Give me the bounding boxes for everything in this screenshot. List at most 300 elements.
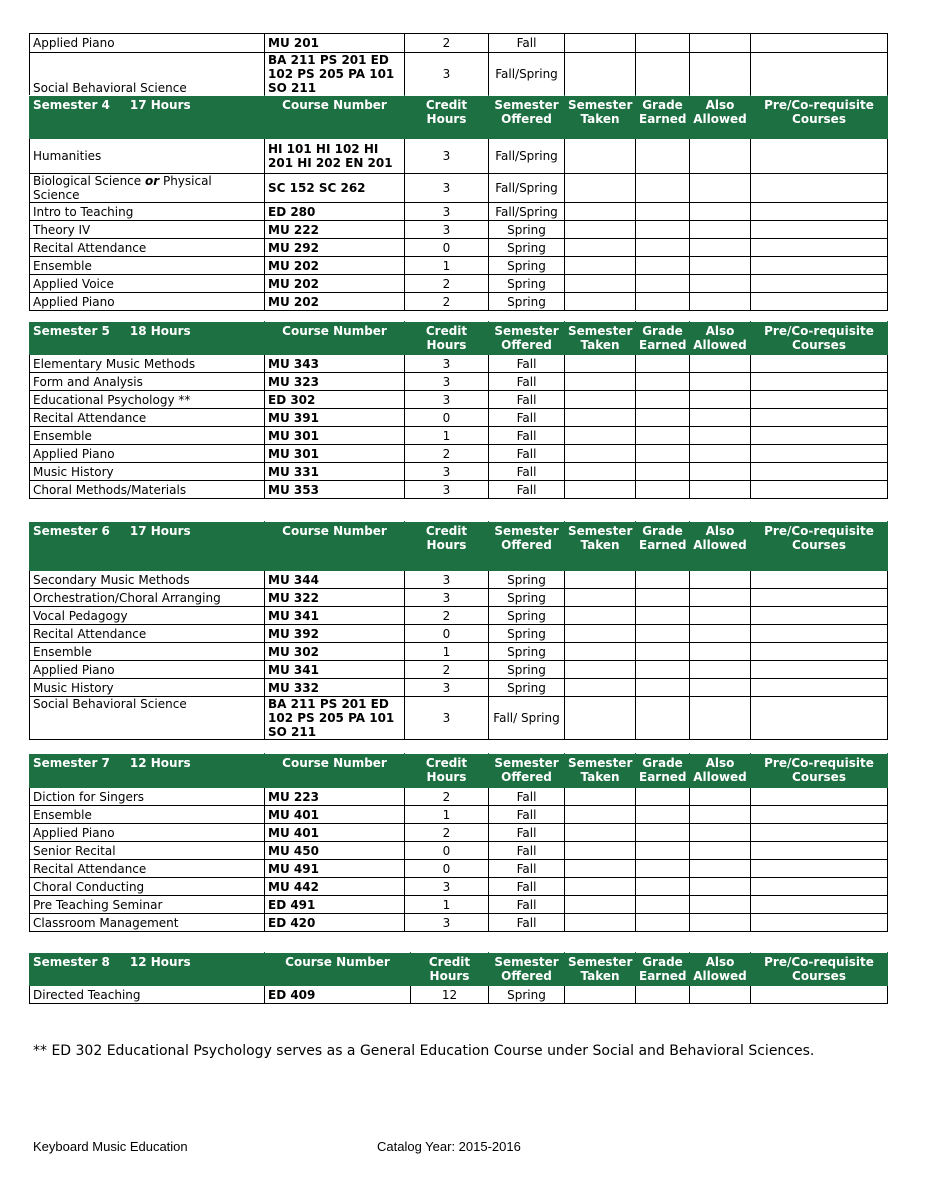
semester-offered: Fall/Spring bbox=[489, 174, 565, 203]
also-allowed-cell[interactable] bbox=[690, 643, 751, 661]
also-allowed-cell[interactable] bbox=[690, 174, 751, 203]
semester-offered: Fall bbox=[489, 842, 565, 860]
grade-earned-cell[interactable] bbox=[636, 679, 690, 697]
course-name-part: Biological Science bbox=[33, 174, 145, 188]
grade-earned-cell[interactable] bbox=[636, 842, 690, 860]
prereq-cell[interactable] bbox=[751, 53, 888, 96]
credit-hours: 3 bbox=[405, 53, 489, 96]
course-name: Applied Piano bbox=[30, 445, 265, 463]
credit-hours: 1 bbox=[405, 806, 489, 824]
semester-hours: 12 Hours bbox=[129, 756, 191, 770]
course-number: MU 391 bbox=[265, 409, 405, 427]
grade-earned-cell[interactable] bbox=[636, 355, 690, 373]
prereq-cell[interactable] bbox=[751, 239, 888, 257]
prereq-cell[interactable] bbox=[751, 661, 888, 679]
col-grade-earned: Grade Earned bbox=[636, 754, 690, 788]
semester-taken-cell[interactable] bbox=[565, 239, 636, 257]
semester-taken-cell[interactable] bbox=[565, 878, 636, 896]
prereq-cell[interactable] bbox=[751, 174, 888, 203]
prereq-cell[interactable] bbox=[751, 391, 888, 409]
prereq-cell[interactable] bbox=[751, 571, 888, 589]
semester-taken-cell[interactable] bbox=[565, 221, 636, 239]
semester-offered: Fall bbox=[489, 391, 565, 409]
course-number: MU 343 bbox=[265, 355, 405, 373]
semester-offered: Spring bbox=[489, 679, 565, 697]
semester-offered: Fall bbox=[489, 481, 565, 499]
semester-offered: Fall bbox=[489, 806, 565, 824]
course-name: Recital Attendance bbox=[30, 409, 265, 427]
table-row bbox=[30, 589, 888, 607]
semester-offered: Fall bbox=[489, 788, 565, 806]
course-number: ED 280 bbox=[265, 203, 405, 221]
semester-offered: Spring bbox=[489, 571, 565, 589]
grade-earned-cell[interactable] bbox=[636, 463, 690, 481]
grade-earned-cell[interactable] bbox=[636, 409, 690, 427]
col-also-allowed: Also Allowed bbox=[690, 96, 751, 139]
table-header-row bbox=[30, 322, 888, 355]
prereq-cell[interactable] bbox=[751, 139, 888, 174]
course-name: Applied Voice bbox=[30, 275, 265, 293]
course-name: Ensemble bbox=[30, 427, 265, 445]
semester-offered: Fall bbox=[489, 445, 565, 463]
course-name: Music History bbox=[30, 463, 265, 481]
course-name: Recital Attendance bbox=[30, 239, 265, 257]
course-name-part: Physical Science bbox=[33, 174, 212, 202]
semester-label: Semester 7 bbox=[33, 756, 110, 770]
also-allowed-cell[interactable] bbox=[690, 589, 751, 607]
prereq-cell[interactable] bbox=[751, 914, 888, 932]
semester-5-table bbox=[29, 321, 888, 499]
semester-taken-cell[interactable] bbox=[565, 914, 636, 932]
table-row bbox=[30, 661, 888, 679]
prereq-cell[interactable] bbox=[751, 221, 888, 239]
prereq-cell[interactable] bbox=[751, 293, 888, 311]
grade-earned-cell[interactable] bbox=[636, 914, 690, 932]
semester-offered: Fall bbox=[489, 914, 565, 932]
col-semester-offered: Semester Offered bbox=[489, 953, 565, 986]
footnote: ** ED 302 Educational Psychology serves as a General Education Course under Social and Behavioral Sciences. bbox=[33, 1043, 815, 1059]
course-number: MU 491 bbox=[265, 860, 405, 878]
course-number: MU 332 bbox=[265, 679, 405, 697]
credit-hours: 2 bbox=[405, 34, 489, 53]
semester-taken-cell[interactable] bbox=[565, 625, 636, 643]
also-allowed-cell[interactable] bbox=[690, 391, 751, 409]
semester-taken-cell[interactable] bbox=[565, 34, 636, 53]
table-row bbox=[30, 174, 888, 203]
semester-taken-cell[interactable] bbox=[565, 589, 636, 607]
table-header-row bbox=[30, 953, 888, 986]
grade-earned-cell[interactable] bbox=[636, 589, 690, 607]
course-number: MU 202 bbox=[265, 257, 405, 275]
table-row bbox=[30, 788, 888, 806]
semester-offered: Fall/Spring bbox=[489, 203, 565, 221]
grade-earned-cell[interactable] bbox=[636, 607, 690, 625]
course-name: Choral Methods/Materials bbox=[30, 481, 265, 499]
semester-taken-cell[interactable] bbox=[565, 293, 636, 311]
also-allowed-cell[interactable] bbox=[690, 53, 751, 96]
semester-offered: Spring bbox=[489, 625, 565, 643]
col-course-number: Course Number bbox=[265, 322, 405, 355]
grade-earned-cell[interactable] bbox=[636, 275, 690, 293]
semester-hours: 17 Hours bbox=[129, 524, 191, 538]
credit-hours: 2 bbox=[405, 824, 489, 842]
also-allowed-cell[interactable] bbox=[690, 878, 751, 896]
semester-title bbox=[30, 953, 265, 986]
credit-hours: 3 bbox=[405, 174, 489, 203]
semester-hours: 17 Hours bbox=[129, 98, 191, 112]
prereq-cell[interactable] bbox=[751, 463, 888, 481]
also-allowed-cell[interactable] bbox=[690, 427, 751, 445]
course-number: MU 392 bbox=[265, 625, 405, 643]
grade-earned-cell[interactable] bbox=[636, 986, 690, 1004]
col-semester-offered: Semester Offered bbox=[489, 96, 565, 139]
course-name: Senior Recital bbox=[30, 842, 265, 860]
grade-earned-cell[interactable] bbox=[636, 896, 690, 914]
col-prereq: Pre/Co-requisite Courses bbox=[751, 953, 888, 986]
table-row bbox=[30, 607, 888, 625]
also-allowed-cell[interactable] bbox=[690, 806, 751, 824]
table-header-row bbox=[30, 522, 888, 571]
prereq-cell[interactable] bbox=[751, 878, 888, 896]
also-allowed-cell[interactable] bbox=[690, 896, 751, 914]
course-name: Choral Conducting bbox=[30, 878, 265, 896]
table-row bbox=[30, 203, 888, 221]
semester-title bbox=[30, 754, 265, 788]
table-row bbox=[30, 842, 888, 860]
col-course-number: Course Number bbox=[265, 522, 405, 571]
course-name: Applied Piano bbox=[30, 34, 265, 53]
course-number: MU 353 bbox=[265, 481, 405, 499]
credit-hours: 3 bbox=[405, 697, 489, 740]
semester-taken-cell[interactable] bbox=[565, 373, 636, 391]
prereq-cell[interactable] bbox=[751, 788, 888, 806]
also-allowed-cell[interactable] bbox=[690, 607, 751, 625]
table-row bbox=[30, 643, 888, 661]
prereq-cell[interactable] bbox=[751, 860, 888, 878]
semester-taken-cell[interactable] bbox=[565, 409, 636, 427]
credit-hours: 3 bbox=[405, 355, 489, 373]
grade-earned-cell[interactable] bbox=[636, 257, 690, 275]
also-allowed-cell[interactable] bbox=[690, 625, 751, 643]
grade-earned-cell[interactable] bbox=[636, 203, 690, 221]
also-allowed-cell[interactable] bbox=[690, 275, 751, 293]
semester-taken-cell[interactable] bbox=[565, 139, 636, 174]
semester-taken-cell[interactable] bbox=[565, 697, 636, 740]
grade-earned-cell[interactable] bbox=[636, 571, 690, 589]
course-name: Applied Piano bbox=[30, 661, 265, 679]
semester-offered: Fall bbox=[489, 355, 565, 373]
prereq-cell[interactable] bbox=[751, 842, 888, 860]
prereq-cell[interactable] bbox=[751, 643, 888, 661]
semester-offered: Fall bbox=[489, 860, 565, 878]
credit-hours: 0 bbox=[405, 239, 489, 257]
also-allowed-cell[interactable] bbox=[690, 860, 751, 878]
grade-earned-cell[interactable] bbox=[636, 427, 690, 445]
table-row bbox=[30, 625, 888, 643]
grade-earned-cell[interactable] bbox=[636, 239, 690, 257]
course-number: MU 344 bbox=[265, 571, 405, 589]
prereq-cell[interactable] bbox=[751, 445, 888, 463]
also-allowed-cell[interactable] bbox=[690, 842, 751, 860]
also-allowed-cell[interactable] bbox=[690, 914, 751, 932]
course-number: MU 202 bbox=[265, 293, 405, 311]
course-number: BA 211 PS 201 ED 102 PS 205 PA 101 SO 211 bbox=[265, 697, 405, 740]
table-row bbox=[30, 824, 888, 842]
semester-title bbox=[30, 522, 265, 571]
semester-offered: Fall bbox=[489, 409, 565, 427]
col-course-number: Course Number bbox=[265, 96, 405, 139]
table-row bbox=[30, 806, 888, 824]
also-allowed-cell[interactable] bbox=[690, 355, 751, 373]
table-row bbox=[30, 445, 888, 463]
table-row bbox=[30, 409, 888, 427]
semester-offered: Spring bbox=[489, 643, 565, 661]
semester-taken-cell[interactable] bbox=[565, 463, 636, 481]
course-number: MU 302 bbox=[265, 643, 405, 661]
course-name: Orchestration/Choral Arranging bbox=[30, 589, 265, 607]
credit-hours: 3 bbox=[405, 463, 489, 481]
grade-earned-cell[interactable] bbox=[636, 221, 690, 239]
prereq-cell[interactable] bbox=[751, 481, 888, 499]
col-grade-earned: Grade Earned bbox=[636, 953, 690, 986]
semester-taken-cell[interactable] bbox=[565, 53, 636, 96]
table-row bbox=[30, 463, 888, 481]
course-number: ED 491 bbox=[265, 896, 405, 914]
col-grade-earned: Grade Earned bbox=[636, 522, 690, 571]
table-row bbox=[30, 53, 888, 96]
semester-taken-cell[interactable] bbox=[565, 788, 636, 806]
semester-taken-cell[interactable] bbox=[565, 571, 636, 589]
col-grade-earned: Grade Earned bbox=[636, 322, 690, 355]
course-name: Social Behavioral Science bbox=[30, 53, 265, 96]
course-name: Social Behavioral Science bbox=[30, 697, 265, 740]
also-allowed-cell[interactable] bbox=[690, 788, 751, 806]
semester-offered: Fall bbox=[489, 878, 565, 896]
grade-earned-cell[interactable] bbox=[636, 174, 690, 203]
table-header-row bbox=[30, 96, 888, 139]
grade-earned-cell[interactable] bbox=[636, 445, 690, 463]
table-row bbox=[30, 355, 888, 373]
semester-taken-cell[interactable] bbox=[565, 896, 636, 914]
semester-taken-cell[interactable] bbox=[565, 275, 636, 293]
semester-offered: Fall bbox=[489, 34, 565, 53]
credit-hours: 0 bbox=[405, 860, 489, 878]
course-name: Recital Attendance bbox=[30, 625, 265, 643]
prereq-cell[interactable] bbox=[751, 257, 888, 275]
col-course-number: Course Number bbox=[265, 754, 405, 788]
prereq-cell[interactable] bbox=[751, 203, 888, 221]
grade-earned-cell[interactable] bbox=[636, 53, 690, 96]
table-row bbox=[30, 914, 888, 932]
grade-earned-cell[interactable] bbox=[636, 860, 690, 878]
prereq-cell[interactable] bbox=[751, 427, 888, 445]
credit-hours: 1 bbox=[405, 257, 489, 275]
also-allowed-cell[interactable] bbox=[690, 409, 751, 427]
grade-earned-cell[interactable] bbox=[636, 625, 690, 643]
credit-hours: 3 bbox=[405, 571, 489, 589]
prereq-cell[interactable] bbox=[751, 986, 888, 1004]
semester-taken-cell[interactable] bbox=[565, 174, 636, 203]
table-row bbox=[30, 481, 888, 499]
semester-offered: Fall bbox=[489, 896, 565, 914]
table-row bbox=[30, 275, 888, 293]
grade-earned-cell[interactable] bbox=[636, 643, 690, 661]
footer-catalog-year: Catalog Year: 2015-2016 bbox=[377, 1139, 521, 1154]
course-name: Classroom Management bbox=[30, 914, 265, 932]
credit-hours: 2 bbox=[405, 788, 489, 806]
also-allowed-cell[interactable] bbox=[690, 445, 751, 463]
semester-offered: Fall/ Spring bbox=[489, 697, 565, 740]
grade-earned-cell[interactable] bbox=[636, 391, 690, 409]
prereq-cell[interactable] bbox=[751, 409, 888, 427]
semester-taken-cell[interactable] bbox=[565, 257, 636, 275]
also-allowed-cell[interactable] bbox=[690, 986, 751, 1004]
semester-offered: Spring bbox=[489, 607, 565, 625]
semester-label: Semester 8 bbox=[33, 955, 110, 969]
prereq-cell[interactable] bbox=[751, 679, 888, 697]
semester-taken-cell[interactable] bbox=[565, 481, 636, 499]
course-number: ED 409 bbox=[265, 986, 411, 1004]
table-row bbox=[30, 986, 888, 1004]
prereq-cell[interactable] bbox=[751, 625, 888, 643]
course-name: Elementary Music Methods bbox=[30, 355, 265, 373]
credit-hours: 2 bbox=[405, 661, 489, 679]
course-name: Form and Analysis bbox=[30, 373, 265, 391]
semester-offered: Fall bbox=[489, 824, 565, 842]
semester-offered: Spring bbox=[489, 293, 565, 311]
semester-4-table bbox=[29, 95, 888, 311]
course-number: MU 341 bbox=[265, 607, 405, 625]
course-name: Ensemble bbox=[30, 806, 265, 824]
credit-hours: 3 bbox=[405, 221, 489, 239]
also-allowed-cell[interactable] bbox=[690, 373, 751, 391]
semester-taken-cell[interactable] bbox=[565, 661, 636, 679]
semester-taken-cell[interactable] bbox=[565, 427, 636, 445]
also-allowed-cell[interactable] bbox=[690, 679, 751, 697]
grade-earned-cell[interactable] bbox=[636, 481, 690, 499]
semester-taken-cell[interactable] bbox=[565, 643, 636, 661]
col-semester-offered: Semester Offered bbox=[489, 754, 565, 788]
grade-earned-cell[interactable] bbox=[636, 661, 690, 679]
footer-program: Keyboard Music Education bbox=[33, 1139, 188, 1154]
credit-hours: 2 bbox=[405, 607, 489, 625]
semester-taken-cell[interactable] bbox=[565, 806, 636, 824]
prereq-cell[interactable] bbox=[751, 607, 888, 625]
grade-earned-cell[interactable] bbox=[636, 34, 690, 53]
also-allowed-cell[interactable] bbox=[690, 257, 751, 275]
semester-taken-cell[interactable] bbox=[565, 607, 636, 625]
course-name: Music History bbox=[30, 679, 265, 697]
credit-hours: 12 bbox=[411, 986, 489, 1004]
grade-earned-cell[interactable] bbox=[636, 697, 690, 740]
prereq-cell[interactable] bbox=[751, 34, 888, 53]
col-semester-taken: Semester Taken bbox=[565, 754, 636, 788]
grade-earned-cell[interactable] bbox=[636, 788, 690, 806]
semester-taken-cell[interactable] bbox=[565, 860, 636, 878]
credit-hours: 1 bbox=[405, 643, 489, 661]
also-allowed-cell[interactable] bbox=[690, 824, 751, 842]
col-semester-offered: Semester Offered bbox=[489, 322, 565, 355]
semester-taken-cell[interactable] bbox=[565, 445, 636, 463]
table-row bbox=[30, 34, 888, 53]
semester-taken-cell[interactable] bbox=[565, 824, 636, 842]
semester-7-table bbox=[29, 753, 888, 932]
semester-offered: Fall bbox=[489, 463, 565, 481]
semester-taken-cell[interactable] bbox=[565, 355, 636, 373]
prereq-cell[interactable] bbox=[751, 275, 888, 293]
semester-3-continued-table bbox=[29, 33, 888, 96]
table-row bbox=[30, 427, 888, 445]
credit-hours: 2 bbox=[405, 293, 489, 311]
prereq-cell[interactable] bbox=[751, 806, 888, 824]
col-credit-hours: Credit Hours bbox=[405, 754, 489, 788]
course-number: SC 152 SC 262 bbox=[265, 174, 405, 203]
col-grade-earned: Grade Earned bbox=[636, 96, 690, 139]
grade-earned-cell[interactable] bbox=[636, 139, 690, 174]
course-name: Vocal Pedagogy bbox=[30, 607, 265, 625]
course-name: Educational Psychology ** bbox=[30, 391, 265, 409]
also-allowed-cell[interactable] bbox=[690, 203, 751, 221]
also-allowed-cell[interactable] bbox=[690, 239, 751, 257]
also-allowed-cell[interactable] bbox=[690, 221, 751, 239]
also-allowed-cell[interactable] bbox=[690, 697, 751, 740]
col-semester-taken: Semester Taken bbox=[565, 522, 636, 571]
credit-hours: 1 bbox=[405, 896, 489, 914]
col-credit-hours bbox=[411, 953, 489, 986]
also-allowed-cell[interactable] bbox=[690, 293, 751, 311]
also-allowed-cell[interactable] bbox=[690, 463, 751, 481]
semester-offered: Fall bbox=[489, 373, 565, 391]
also-allowed-cell[interactable] bbox=[690, 139, 751, 174]
grade-earned-cell[interactable] bbox=[636, 806, 690, 824]
grade-earned-cell[interactable] bbox=[636, 824, 690, 842]
prereq-cell[interactable] bbox=[751, 589, 888, 607]
course-name: Theory IV bbox=[30, 221, 265, 239]
col-also-allowed: Also Allowed bbox=[690, 522, 751, 571]
prereq-cell[interactable] bbox=[751, 373, 888, 391]
also-allowed-cell[interactable] bbox=[690, 571, 751, 589]
semester-taken-cell[interactable] bbox=[565, 203, 636, 221]
grade-earned-cell[interactable] bbox=[636, 293, 690, 311]
course-name bbox=[30, 174, 265, 203]
table-row bbox=[30, 293, 888, 311]
grade-earned-cell[interactable] bbox=[636, 373, 690, 391]
prereq-cell[interactable] bbox=[751, 896, 888, 914]
semester-taken-cell[interactable] bbox=[565, 391, 636, 409]
prereq-cell[interactable] bbox=[751, 697, 888, 740]
semester-offered: Spring bbox=[489, 275, 565, 293]
table-row bbox=[30, 373, 888, 391]
semester-taken-cell[interactable] bbox=[565, 986, 636, 1004]
prereq-cell[interactable] bbox=[751, 355, 888, 373]
semester-taken-cell[interactable] bbox=[565, 679, 636, 697]
also-allowed-cell[interactable] bbox=[690, 661, 751, 679]
also-allowed-cell[interactable] bbox=[690, 481, 751, 499]
col-prereq: Pre/Co-requisite Courses bbox=[751, 96, 888, 139]
also-allowed-cell[interactable] bbox=[690, 34, 751, 53]
semester-offered: Spring bbox=[489, 239, 565, 257]
table-row bbox=[30, 679, 888, 697]
col-also-allowed: Also Allowed bbox=[690, 322, 751, 355]
table-row bbox=[30, 896, 888, 914]
prereq-cell[interactable] bbox=[751, 824, 888, 842]
table-row bbox=[30, 697, 888, 740]
semester-taken-cell[interactable] bbox=[565, 842, 636, 860]
course-number: MU 301 bbox=[265, 445, 405, 463]
semester-offered: Fall bbox=[489, 427, 565, 445]
grade-earned-cell[interactable] bbox=[636, 878, 690, 896]
credit-hours: 3 bbox=[405, 203, 489, 221]
